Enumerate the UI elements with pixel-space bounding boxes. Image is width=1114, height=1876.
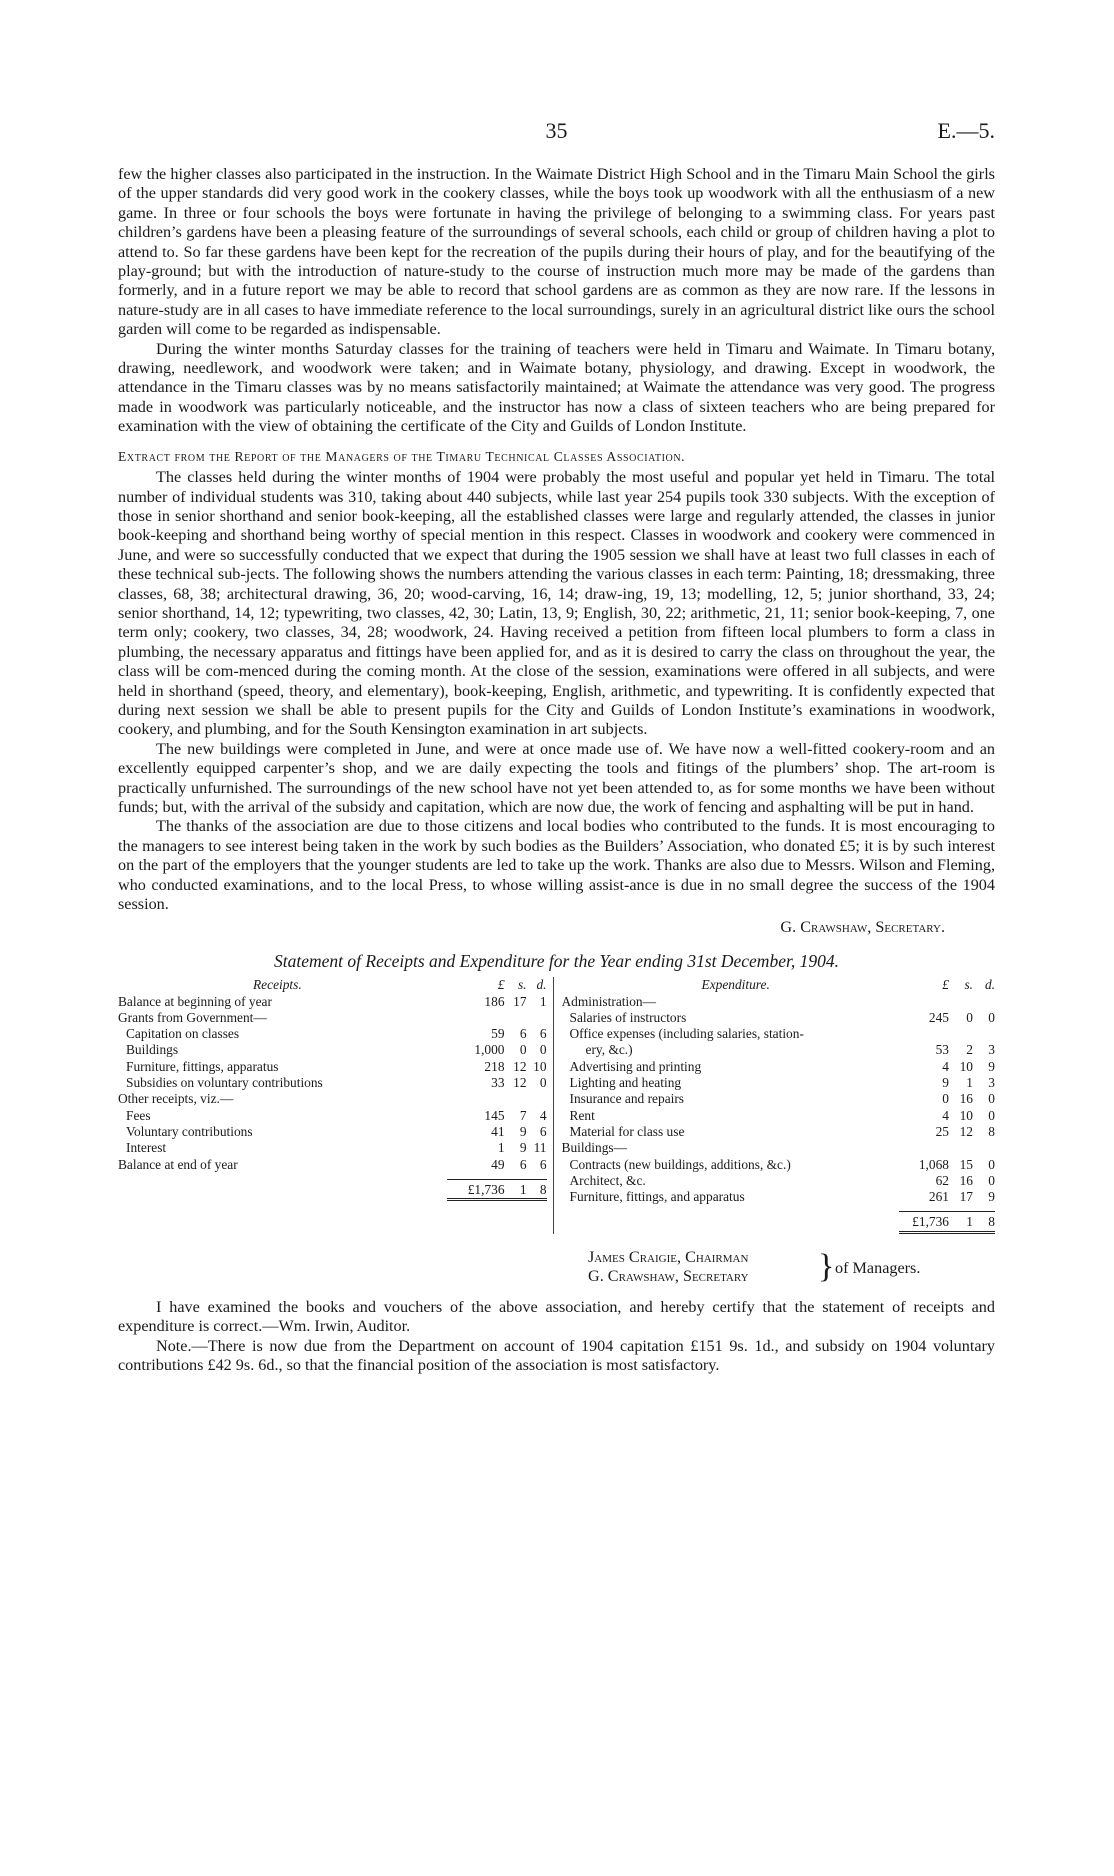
row-label: Salaries of instructors (569, 1009, 687, 1025)
row-pounds: 4 (942, 1058, 949, 1074)
row-pounds: 145 (484, 1107, 505, 1123)
page-number: 35 (545, 118, 568, 143)
total-pence: 8 (988, 1214, 995, 1230)
row-label: Balance at end of year (118, 1156, 238, 1172)
row-shillings: 17 (513, 993, 527, 1009)
statement-row (118, 1059, 547, 1075)
series-reference: E.—5. (937, 118, 995, 143)
pound-header: £ (497, 977, 505, 993)
total-shillings: 1 (519, 1181, 527, 1197)
chairman-name: James Craigie, Chairman (588, 1247, 749, 1266)
row-pence: 4 (539, 1107, 547, 1123)
row-label: Furniture, fittings, and apparatus (569, 1189, 745, 1205)
closing-note: Note.—There is now due from the Department on account of 1904 capitation £151 9s. 1d., and subsidy on 1904 voluntary contributions £42 9s. 6d., so that the financial position of the association is most satisfactory. (118, 1336, 995, 1374)
row-shillings: 15 (959, 1156, 973, 1172)
paragraph: The new buildings were completed in June, and were at once made use of. We have now a well-fitted cookery-room and an excellently equipped carpenter’s shop, and we are daily expecting the tools and fitings of the plumbers’ shop. The art-room is practically unfurnished. The surroundings of the new school have not yet been attended to, as for some months we have been without funds; but, with the arrival of the subsidy and capitation, which are now due, the work of fencing and asphalting will be put in hand. (118, 739, 995, 816)
row-shillings: 10 (959, 1058, 973, 1074)
row-pounds: 1 (497, 1140, 505, 1156)
statement-row (118, 1140, 547, 1156)
statement-row (562, 1059, 995, 1075)
statement-row (118, 1124, 547, 1140)
row-pence: 0 (988, 1172, 995, 1188)
expenditure-header-row (562, 977, 995, 993)
brace-icon: } (818, 1247, 835, 1285)
statement-row (562, 1042, 995, 1058)
row-pence: 3 (988, 1042, 995, 1058)
row-pounds: 261 (928, 1189, 949, 1205)
total-pounds: £1,736 (467, 1181, 505, 1197)
row-pounds: 49 (491, 1156, 505, 1172)
statement-row (118, 1010, 547, 1026)
row-label: ery, &c.) (585, 1042, 633, 1058)
statement-title: Statement of Receipts and Expenditure for the Year ending 31st December, 1904. (274, 950, 839, 971)
row-shillings: 17 (959, 1189, 973, 1205)
managers-block (118, 1248, 995, 1292)
row-pence: 0 (988, 1107, 995, 1123)
row-pence: 10 (533, 1058, 547, 1074)
row-label: Rent (569, 1107, 595, 1123)
row-label: Buildings (126, 1042, 179, 1058)
row-pounds: 0 (942, 1091, 949, 1107)
statement-row (118, 1157, 547, 1173)
row-pounds: 186 (484, 993, 505, 1009)
page-header (118, 118, 995, 148)
row-shillings: 9 (519, 1123, 527, 1139)
row-pounds: 41 (491, 1123, 505, 1139)
statement-row (562, 1189, 995, 1205)
account-statement (118, 977, 995, 1233)
statement-row (562, 1010, 995, 1026)
of-managers: of Managers. (835, 1258, 921, 1277)
row-shillings: 1 (966, 1075, 973, 1091)
row-shillings: 9 (519, 1140, 527, 1156)
statement-row (118, 1042, 547, 1058)
expenditure-column (554, 977, 995, 1233)
row-shillings: 16 (959, 1172, 973, 1188)
row-pence: 0 (539, 1042, 547, 1058)
row-label: Architect, &c. (569, 1172, 646, 1188)
row-pence: 1 (539, 993, 547, 1009)
total-pounds: £1,736 (912, 1214, 949, 1230)
row-pence: 6 (539, 1026, 547, 1042)
statement-row (562, 1173, 995, 1189)
report-body (118, 165, 995, 1375)
row-shillings: 7 (519, 1107, 527, 1123)
row-shillings: 0 (966, 1009, 973, 1025)
statement-row (562, 1140, 995, 1156)
row-pounds: 53 (935, 1042, 949, 1058)
row-shillings: 16 (959, 1091, 973, 1107)
statement-row (118, 1075, 547, 1091)
statement-row (562, 1124, 995, 1140)
receipts-column (118, 977, 554, 1233)
statement-row (562, 994, 995, 1010)
row-pounds: 4 (942, 1107, 949, 1123)
row-shillings: 2 (966, 1042, 973, 1058)
secretary-name: G. Crawshaw, Secretary (588, 1266, 749, 1285)
row-label: Office expenses (including salaries, station- (569, 1026, 804, 1042)
paragraph: few the higher classes also participated in the instruction. In the Waimate District High School and in the Timaru Main School the girls of the upper standards did very good work in the cookery classes, while the boys took up woodwork with all the enthusiasm of a new game. In three or four schools the boys were fortunate in having the privilege of belonging to a swimming class. For years past children’s gardens have been a pleasing feature of the surroundings of several schools, each child or group of children having a plot to attend to. So far these gardens have been kept for the recreation of the pupils during their hours of play, and for the beautifying of the play-ground; but with the introduction of nature-study to the course of instruction much more may be made of the gardens than formerly, and in a future report we may be able to record that school gardens are as common as they are now rare. If the lessons in nature-study are in all cases to have immediate reference to the local surroundings, surely in an agricultural district like ours the school garden will come to be regarded as indispensable. (118, 165, 995, 339)
row-label: Lighting and heating (569, 1075, 682, 1091)
row-pounds: 25 (935, 1123, 949, 1139)
row-label: Advertising and printing (569, 1058, 702, 1074)
row-pence: 6 (539, 1123, 547, 1139)
row-pence: 6 (539, 1156, 547, 1172)
row-label: Furniture, fittings, apparatus (126, 1058, 279, 1074)
row-pounds: 1,000 (474, 1042, 505, 1058)
statement-row (562, 1026, 995, 1042)
row-shillings: 12 (959, 1123, 973, 1139)
row-pence: 0 (988, 1009, 995, 1025)
receipts-header: Receipts. (253, 977, 302, 993)
pound-header: £ (942, 977, 949, 993)
statement-row (562, 1091, 995, 1107)
row-label: Administration— (561, 993, 656, 1009)
row-label: Balance at beginning of year (118, 993, 272, 1009)
row-pence: 0 (988, 1091, 995, 1107)
statement-row (562, 1108, 995, 1124)
shilling-header: s. (517, 977, 527, 993)
row-label: Buildings— (561, 1140, 627, 1156)
statement-row (118, 1108, 547, 1124)
row-pounds: 59 (491, 1026, 505, 1042)
row-label: Fees (126, 1107, 151, 1123)
statement-row (118, 1091, 547, 1107)
row-shillings: 12 (513, 1075, 527, 1091)
row-pence: 0 (988, 1156, 995, 1172)
expenditure-header: Expenditure. (701, 977, 770, 993)
row-label: Voluntary contributions (126, 1123, 253, 1139)
shilling-header: s. (964, 977, 973, 993)
row-label: Other receipts, viz.— (118, 1091, 234, 1107)
paragraph: During the winter months Saturday classes for the training of teachers were held in Timaru and Waimate. In Timaru botany, drawing, needlework, and woodwork were taken; and in Waimate botany, physiology, and drawing. Except in woodwork, the attendance in the Timaru classes was by no means satisfactorily maintained; at Waimate the attendance was very good. The progress made in woodwork was particularly noticeable, and the instructor has now a class of sixteen teachers who are being prepared for examination with the view of obtaining the certificate of the City and Guilds of London Institute. (118, 339, 995, 436)
receipts-total-row (118, 1179, 547, 1201)
row-pounds: 245 (928, 1009, 949, 1025)
expenditure-total-row (562, 1211, 995, 1233)
row-pounds: 62 (935, 1172, 949, 1188)
row-pence: 8 (988, 1123, 995, 1139)
row-shillings: 6 (519, 1026, 527, 1042)
statement-row (118, 994, 547, 1010)
row-label: Material for class use (569, 1123, 685, 1139)
secretary-signature: G. Crawshaw, Secretary. (780, 918, 945, 937)
total-pence: 8 (539, 1181, 547, 1197)
row-pence: 9 (988, 1189, 995, 1205)
row-pence: 0 (539, 1075, 547, 1091)
row-shillings: 0 (519, 1042, 527, 1058)
receipts-rows (118, 994, 547, 1173)
row-pence: 9 (988, 1058, 995, 1074)
statement-row (562, 1157, 995, 1173)
row-label: Insurance and repairs (569, 1091, 685, 1107)
audit-statement: I have examined the books and vouchers of the above association, and hereby certify that the statement of receipts and expenditure is correct.—Wm. Irwin, Auditor. (118, 1297, 995, 1336)
receipts-header-row (118, 977, 547, 993)
expenditure-rows (562, 994, 995, 1206)
row-pence: 3 (988, 1075, 995, 1091)
row-shillings: 10 (959, 1107, 973, 1123)
row-shillings: 6 (519, 1156, 527, 1172)
pence-header: d. (984, 977, 995, 993)
paragraph: The classes held during the winter months of 1904 were probably the most useful and popular yet held in Timaru. The total number of individual students was 310, taking about 440 subjects, while last year 254 pupils took 330 subjects. With the exception of those in senior shorthand and senior book-keeping, all the established classes were large and regularly attended, the classes in junior book-keeping and shorthand being worthy of special mention in this respect. Classes in woodwork and cookery were commenced in June, and were so successfully conducted that we expect that during the 1905 session we shall have at least two full classes in each of these technical sub-jects. The following shows the numbers attending the various classes in each term: Painting, 18; dressmaking, three classes, 68, 38; architectural drawing, 36, 20; wood-carving, 16, 14; draw-ing, 19, 13; modelling, 12, 5; junior shorthand, 33, 24; senior shorthand, 14, 12; typewriting, two classes, 42, 30; Latin, 13, 9; English, 30, 22; arithmetic, 21, 11; senior book-keeping, 7, one term only; cookery, two classes, 34, 28; woodwork, 24. Having received a petition from fifteen local plumbers to form a class in plumbing, the necessary apparatus and fittings have been applied for, and as it is desired to carry the class on throughout the year, the class will be com-menced during the coming month. At the close of the session, examinations were offered in all subjects, and were held in shorthand (speed, theory, and elementary), book-keeping, English, arithmetic, and typewriting. It is confidently expected that during next session we shall be able to present pupils for the City and Guilds of London Institute’s examinations in woodwork, cookery, and plumbing, and for the South Kensington examination in art subjects. (118, 468, 995, 739)
row-shillings: 12 (513, 1058, 527, 1074)
total-shillings: 1 (966, 1214, 973, 1230)
pence-header: d. (536, 977, 547, 993)
row-label: Subsidies on voluntary contributions (126, 1075, 323, 1091)
statement-row (562, 1075, 995, 1091)
row-label: Capitation on classes (126, 1026, 240, 1042)
row-pounds: 218 (484, 1058, 505, 1074)
row-pounds: 9 (942, 1075, 949, 1091)
row-label: Interest (126, 1140, 167, 1156)
paragraph: The thanks of the association are due to those citizens and local bodies who contributed to the funds. It is most encouraging to the managers to see interest being taken in the work by such bodies as the Builders’ Association, who donated £5; it is by such interest on the part of the employers that the younger students are led to take up the work. Thanks are also due to Messrs. Wilson and Fleming, who conducted examinations, and to the local Press, to whose willing assist-ance is due in no small degree the success of the 1904 session. (118, 817, 995, 914)
row-pence: 11 (533, 1140, 547, 1156)
row-label: Contracts (new buildings, additions, &c.) (569, 1156, 791, 1172)
row-pounds: 1,068 (918, 1156, 949, 1172)
section-heading: Extract from the Report of the Managers of the Timaru Technical Classes Association. (118, 448, 686, 464)
statement-row (118, 1026, 547, 1042)
row-label: Grants from Government— (118, 1009, 267, 1025)
row-pounds: 33 (491, 1075, 505, 1091)
